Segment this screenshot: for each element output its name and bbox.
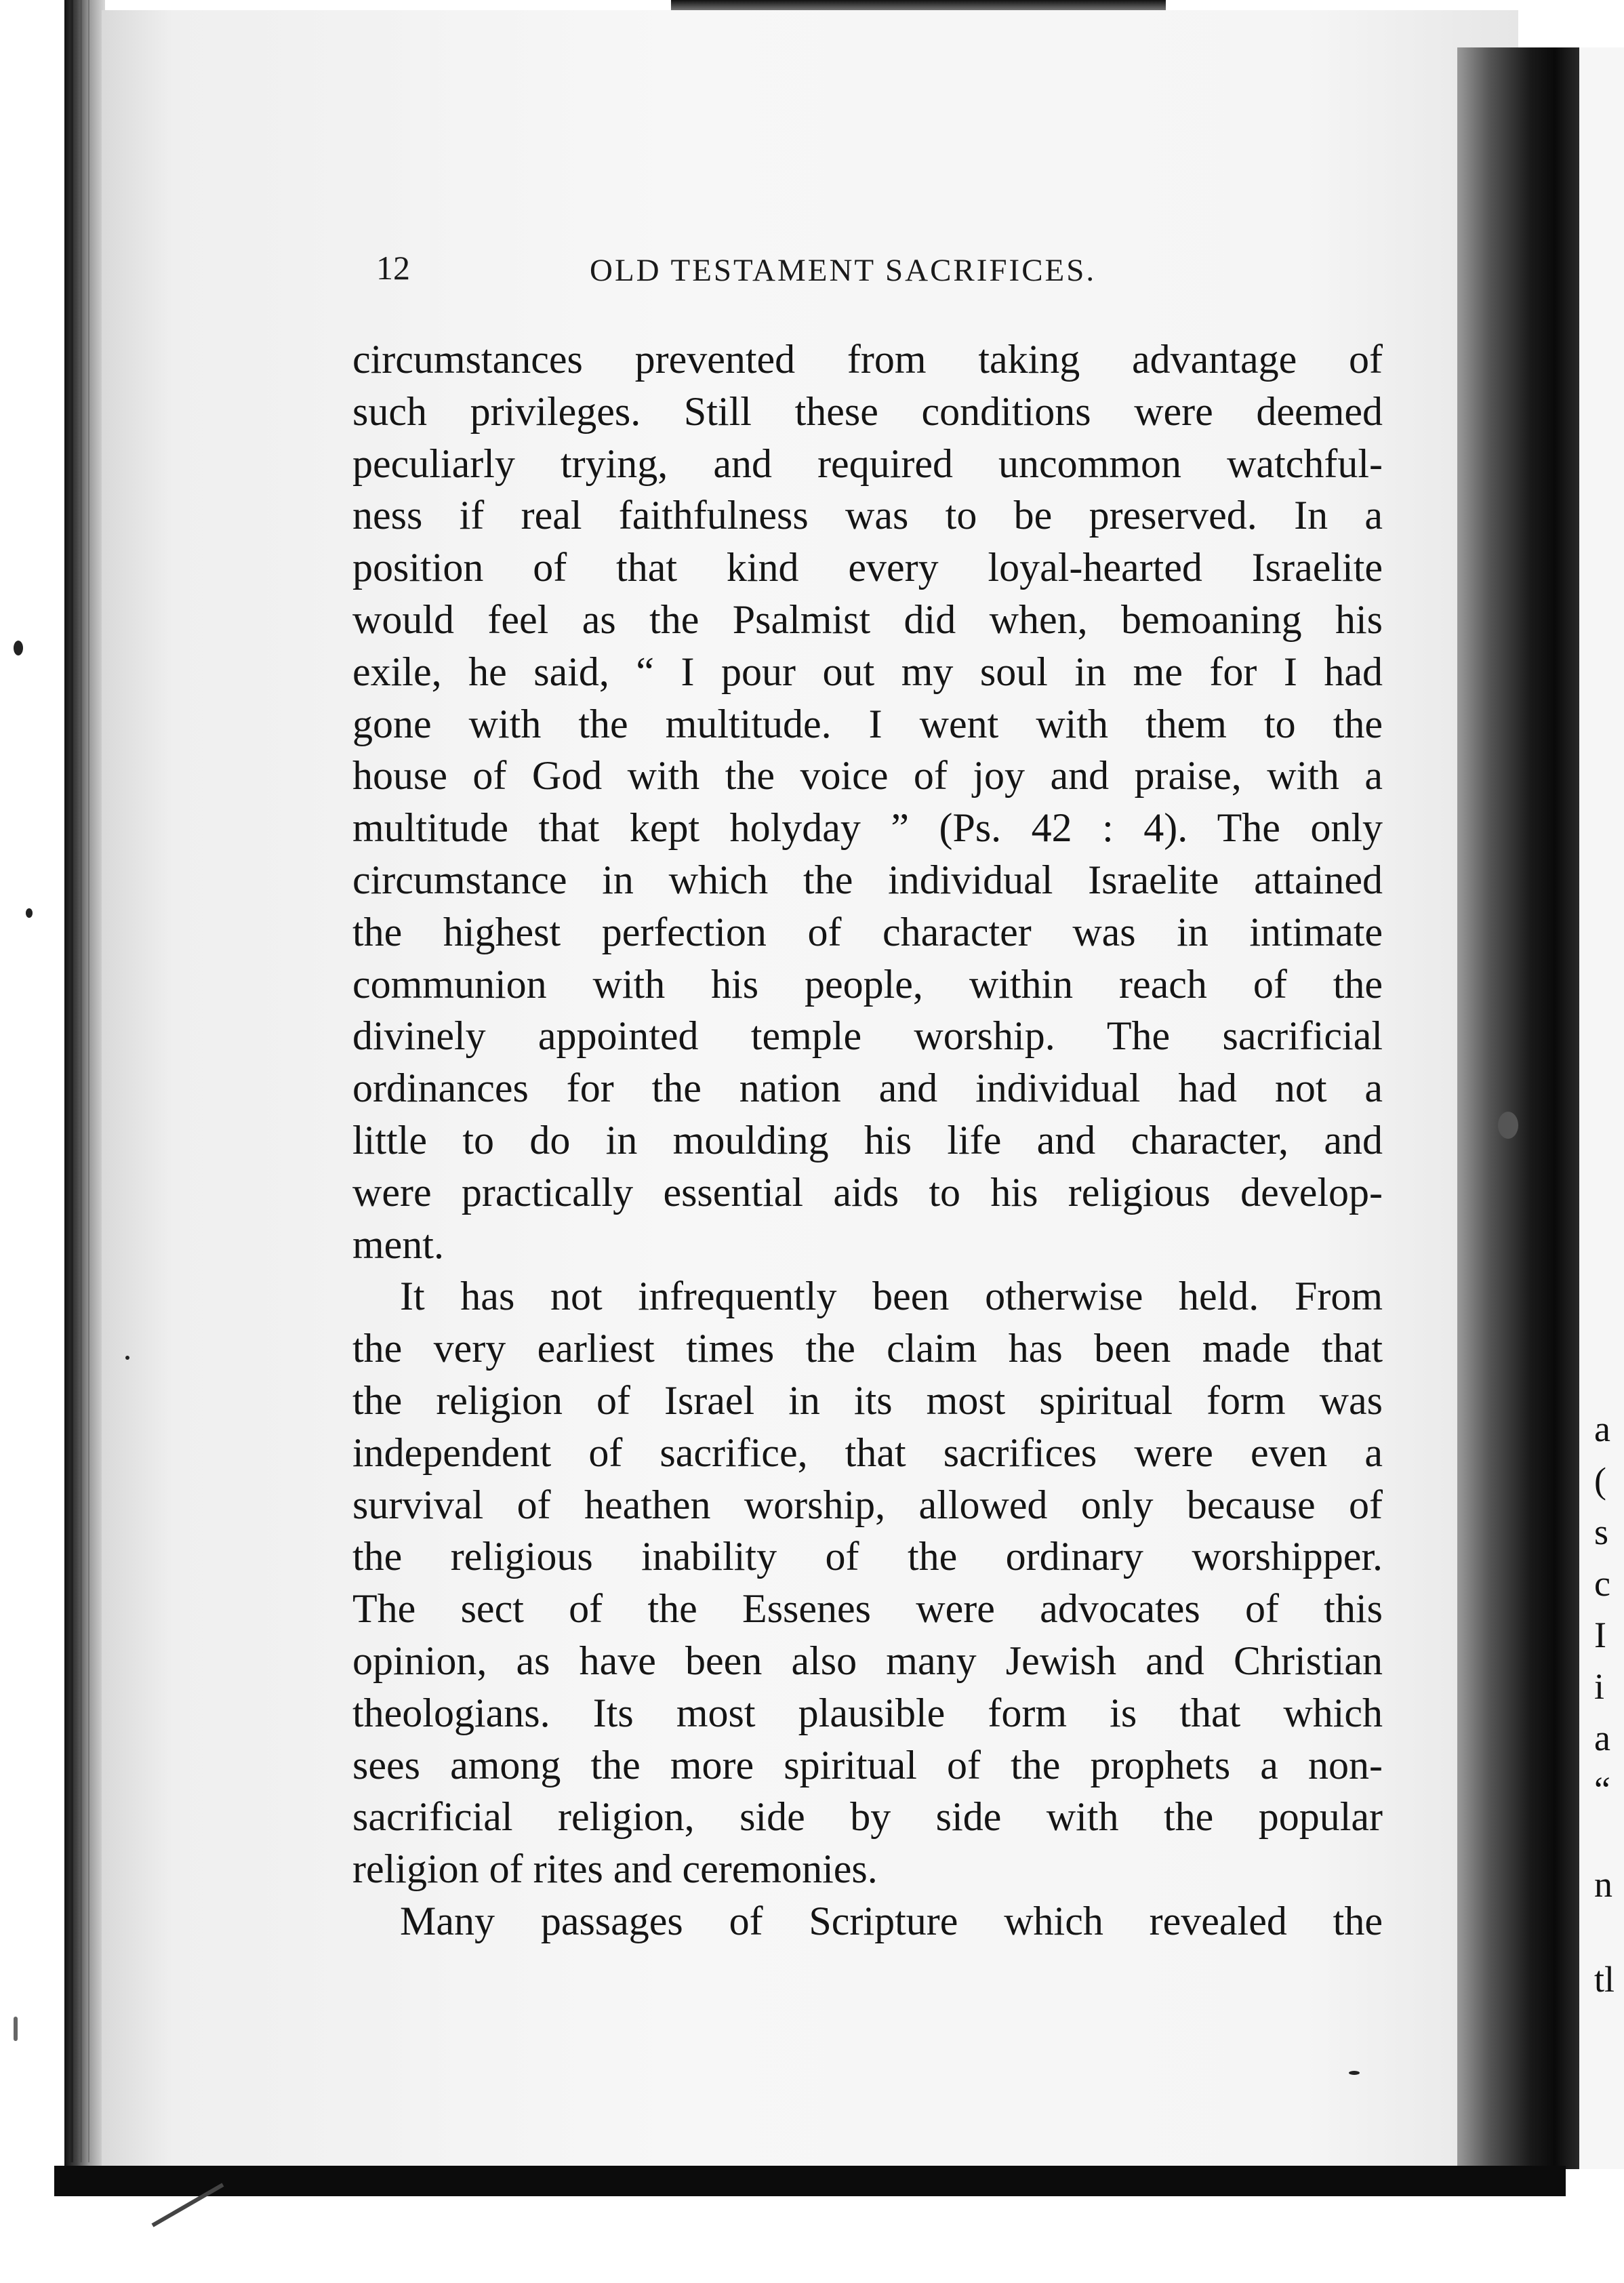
facing-page-glyph: i — [1594, 1666, 1605, 1707]
text-line: theologians. Its most plausible form is that which — [352, 1690, 1383, 1735]
text-line: the highest perfection of character was in intimate — [352, 909, 1383, 954]
page-edge-line — [80, 0, 82, 2162]
facing-page-glyph: a — [1594, 1409, 1610, 1449]
paragraph — [352, 334, 1383, 1270]
text-line: circumstances prevented from taking advantage of — [352, 337, 1383, 382]
text-line: ment. — [352, 1221, 444, 1267]
text-line: exile, he said, “ I pour out my soul in me for I had — [352, 649, 1383, 694]
scan-speck — [14, 641, 23, 655]
body-text — [352, 334, 1383, 1947]
text-line: such privileges. Still these conditions were deemed — [352, 388, 1383, 434]
text-line: divinely appointed temple worship. The sacrificial — [352, 1013, 1383, 1059]
text-line: The sect of the Essenes were advocates of this — [352, 1586, 1383, 1632]
text-line: religion of rites and ceremonies. — [352, 1846, 878, 1892]
facing-page-glyph: ( — [1594, 1460, 1606, 1501]
running-title: OLD TESTAMENT SACRIFICES. — [590, 253, 1097, 288]
facing-page-glyph: I — [1594, 1615, 1606, 1655]
text-line: house of God with the voice of joy and praise, with a — [352, 753, 1383, 799]
text-line: sacrificial religion, side by side with the popular — [352, 1794, 1383, 1840]
text-line: circumstance in which the individual Israelite attained — [352, 857, 1383, 902]
text-line: multitude that kept holyday ” (Ps. 42 : 4). The only — [352, 805, 1383, 851]
text-line: position of that kind every loyal-hearted Israelite — [352, 545, 1383, 590]
facing-page-glyph: n — [1594, 1864, 1612, 1905]
bottom-binding-shadow — [54, 2166, 1566, 2196]
page-edge-line — [70, 0, 73, 2162]
text-line: would feel as the Psalmist did when, bemoaning his — [352, 597, 1383, 642]
text-line: opinion, as have been also many Jewish and Christian — [352, 1638, 1383, 1683]
page-number: 12 — [376, 249, 410, 287]
text-line: It has not infrequently been otherwise held. From — [400, 1274, 1383, 1319]
text-line: the religion of Israel in its most spiritual form was — [352, 1377, 1383, 1423]
scan-speck — [26, 908, 33, 918]
scan-scratch — [14, 2017, 18, 2041]
facing-page-glyph: “ — [1594, 1769, 1610, 1810]
text-line: ordinances for the nation and individual had not a — [352, 1066, 1383, 1111]
text-line: peculiarly trying, and required uncommon watchful- — [352, 441, 1383, 486]
facing-page-glyph: s — [1594, 1512, 1609, 1552]
text-line: communion with his people, within reach of the — [352, 961, 1383, 1007]
text-line: were practically essential aids to his religious develop- — [352, 1169, 1383, 1215]
text-line: Many passages of Scripture which revealed the — [400, 1898, 1383, 1943]
facing-page-glyph: tl — [1594, 1959, 1615, 2000]
facing-page-glyph: c — [1594, 1563, 1610, 1604]
paragraph — [352, 1895, 1383, 1947]
text-line: the religious inability of the ordinary worshipper. — [352, 1534, 1383, 1579]
scan-speck — [1498, 1112, 1518, 1139]
scan-speck — [125, 1356, 129, 1360]
text-line: little to do in moulding his life and character, and — [352, 1117, 1383, 1163]
text-line: independent of sacrifice, that sacrifices were even a — [352, 1430, 1383, 1475]
scan-speck — [1349, 2071, 1360, 2075]
paragraph — [352, 1270, 1383, 1895]
facing-page-glyph: a — [1594, 1718, 1610, 1758]
scan-bottom-margin — [0, 2196, 1624, 2283]
text-line: sees among the more spiritual of the prophets a non- — [352, 1742, 1383, 1787]
text-line: ness if real faithfulness was to be preserved. In a — [352, 493, 1383, 538]
facing-page-text-fragments — [1594, 1403, 1624, 2005]
text-line: gone with the multitude. I went with them to the — [352, 701, 1383, 746]
text-line: the very earliest times the claim has been made that — [352, 1326, 1383, 1371]
text-line: survival of heathen worship, allowed only because of — [352, 1482, 1383, 1527]
page-edge-line — [88, 0, 89, 2162]
